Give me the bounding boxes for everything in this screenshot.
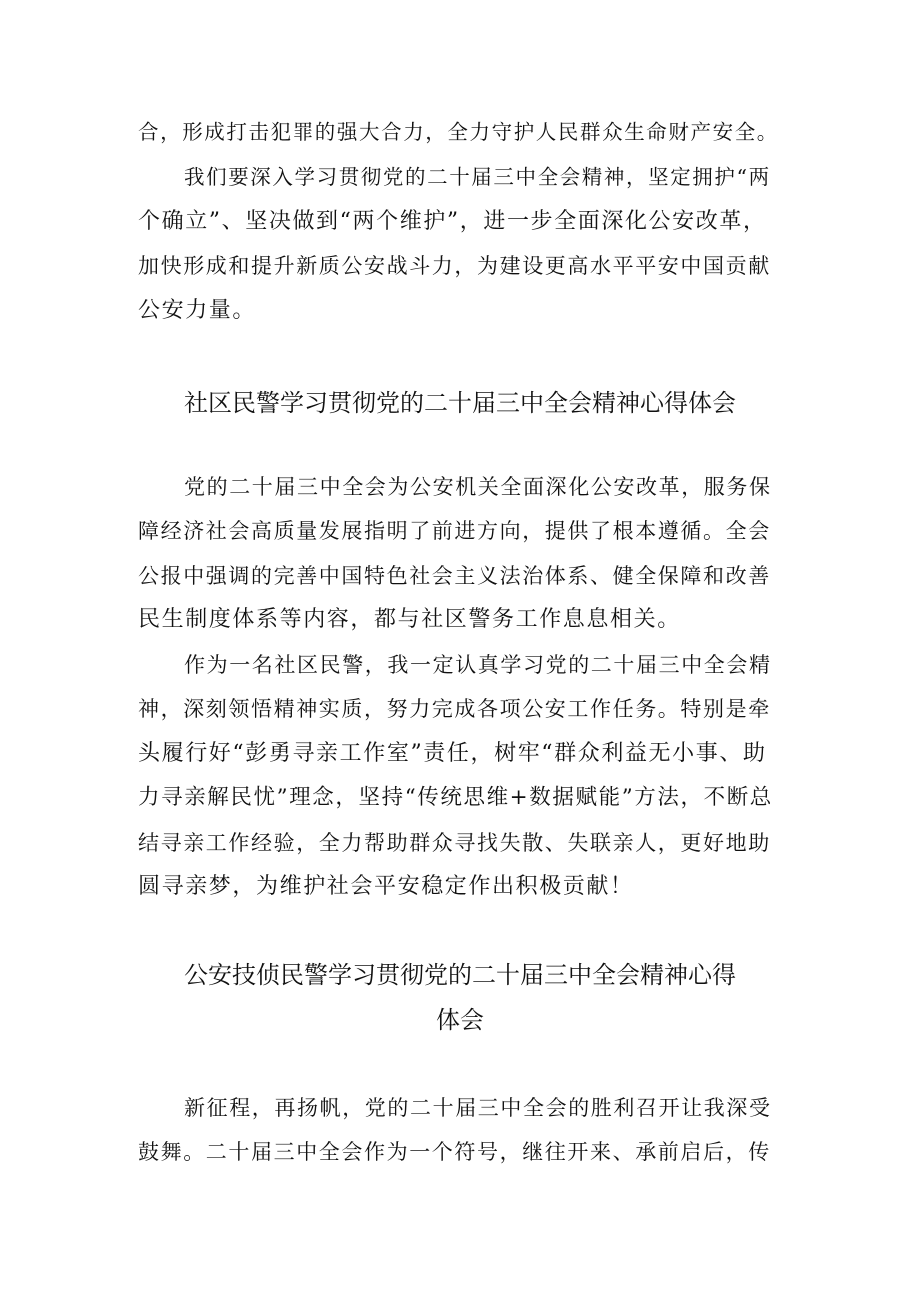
paragraph-line: 神，深刻领悟精神实质，努力完成各项公安工作任务。特别是牵 bbox=[138, 697, 771, 721]
paragraph-line: 圆寻亲梦，为维护社会平安稳定作出积极贡献！ bbox=[138, 874, 634, 899]
paragraph-line: 鼓舞。二十届三中全会作为一个符号，继往开来、承前启后，传 bbox=[138, 1140, 771, 1164]
paragraph-line: 障经济社会高质量发展指明了前进方向，提供了根本遵循。全会 bbox=[138, 519, 771, 543]
paragraph-line: 作为一名社区民警，我一定认真学习党的二十届三中全会精 bbox=[184, 653, 772, 677]
section-title: 公安技侦民警学习贯彻党的二十届三中全会精神心得 bbox=[184, 961, 736, 989]
section-title: 社区民警学习贯彻党的二十届三中全会精神心得体会 bbox=[184, 389, 736, 417]
paragraph-line: 民生制度体系等内容，都与社区警务工作息息相关。 bbox=[138, 607, 681, 632]
section-title-continued: 体会 bbox=[436, 1006, 484, 1034]
paragraph-line: 结寻亲工作经验，全力帮助群众寻找失散、失联亲人，更好地助 bbox=[138, 831, 771, 855]
paragraph-line: 党的二十届三中全会为公安机关全面深化公安改革，服务保 bbox=[184, 475, 772, 499]
paragraph-line: 头履行好“彭勇寻亲工作室”责任，树牢“群众利益无小事、助 bbox=[138, 741, 767, 766]
paragraph-line: 公报中强调的完善中国特色社会主义法治体系、健全保障和改善 bbox=[138, 564, 771, 588]
paragraph-line: 合，形成打击犯罪的强大合力，全力守护人民群众生命财产安全。 bbox=[138, 120, 779, 144]
paragraph-line: 我们要深入学习贯彻党的二十届三中全会精神，坚定拥护“两 bbox=[184, 165, 771, 189]
paragraph-line: 新征程，再扬帆，党的二十届三中全会的胜利召开让我深受 bbox=[184, 1096, 772, 1120]
paragraph-line: 加快形成和提升新质公安战斗力，为建设更高水平平安中国贡献 bbox=[138, 254, 771, 278]
paragraph-line: 力寻亲解民忧”理念，坚持“传统思维+数据赋能”方法，不断总 bbox=[138, 785, 773, 810]
paragraph-line: 公安力量。 bbox=[138, 298, 257, 323]
paragraph-line: 个确立”、坚决做到“两个维护”，进一步全面深化公安改革， bbox=[138, 209, 767, 234]
